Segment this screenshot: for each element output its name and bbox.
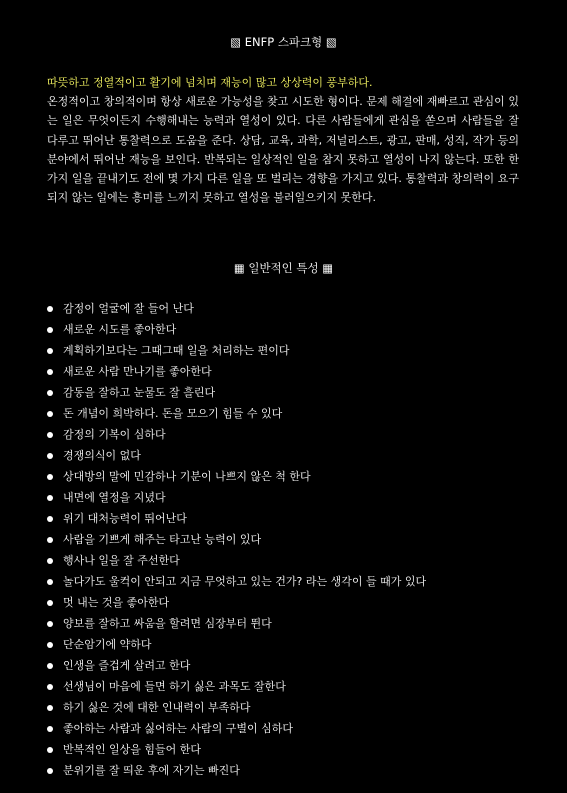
list-item (47, 760, 527, 781)
list-item (47, 571, 527, 592)
trait-text: 내면에 열정을 지녔다 (63, 491, 166, 504)
trait-text: 새로운 사람 만나기를 좋아한다 (63, 365, 212, 378)
bullet-icon (47, 390, 53, 396)
bullet-icon (47, 579, 53, 585)
trait-text: 위기 대처능력이 뛰어난다 (63, 512, 187, 525)
list-item (47, 403, 527, 424)
list-item (47, 487, 527, 508)
list-item (47, 655, 527, 676)
list-item (47, 298, 527, 319)
bullet-icon (47, 411, 53, 417)
section-title: ▦ 일반적인 특성 ▦ (233, 261, 334, 275)
trait-text: 상대방의 말에 민감하나 기분이 나쁘지 않은 척 한다 (63, 470, 311, 483)
list-item (47, 592, 527, 613)
list-item (47, 676, 527, 697)
trait-text: 감동을 잘하고 눈물도 잘 흘린다 (63, 386, 216, 399)
bullet-icon (47, 621, 53, 627)
list-item (47, 718, 527, 739)
trait-text: 분위기를 잘 띄운 후에 자기는 빠진다 (63, 764, 240, 777)
trait-text: 돈 개념이 희박하다. 돈을 모으기 힘들 수 있다 (63, 407, 283, 420)
list-item (47, 634, 527, 655)
bullet-icon (47, 726, 53, 732)
bullet-icon (47, 537, 53, 543)
trait-text: 멋 내는 것을 좋아한다 (63, 596, 170, 609)
trait-text: 인생을 즐겁게 살려고 한다 (63, 659, 191, 672)
bullet-icon (47, 747, 53, 753)
trait-text: 양보를 잘하고 싸움을 할려면 심장부터 뛴다 (63, 617, 272, 630)
bullet-icon (47, 705, 53, 711)
bullet-icon (47, 327, 53, 333)
list-item (47, 445, 527, 466)
bullet-icon (47, 432, 53, 438)
list-item (47, 466, 527, 487)
list-item (47, 424, 527, 445)
bullet-icon (47, 663, 53, 669)
bullet-icon (47, 306, 53, 312)
bullet-icon (47, 369, 53, 375)
trait-text: 놀다가도 울컥이 안되고 지금 무엇하고 있는 건가? 라는 생각이 들 때가 있다 (63, 575, 427, 588)
list-item (47, 697, 527, 718)
list-item (47, 382, 527, 403)
trait-text: 경쟁의식이 없다 (63, 449, 141, 462)
trait-text: 단순암기에 약하다 (63, 638, 152, 651)
trait-text: 새로운 시도를 좋아한다 (63, 323, 177, 336)
bullet-icon (47, 495, 53, 501)
trait-text: 계획하기보다는 그때그때 일을 처리하는 편이다 (63, 344, 290, 357)
list-item (47, 739, 527, 760)
list-item (47, 529, 527, 550)
page-title: ▧ ENFP 스파크형 ▧ (230, 35, 337, 49)
trait-text: 감정의 기복이 심하다 (63, 428, 166, 441)
list-item (47, 508, 527, 529)
bullet-icon (47, 768, 53, 774)
list-item (47, 319, 527, 340)
trait-text: 좋아하는 사람과 싫어하는 사람의 구별이 심하다 (63, 722, 294, 735)
intro-section (47, 73, 519, 207)
list-item (47, 613, 527, 634)
bullet-icon (47, 348, 53, 354)
bullet-icon (47, 642, 53, 648)
trait-text: 감정이 얼굴에 잘 들어 난다 (63, 302, 194, 315)
list-item (47, 361, 527, 382)
bullet-icon (47, 558, 53, 564)
trait-text: 반복적인 일상을 힘들어 한다 (63, 743, 202, 756)
list-item (47, 550, 527, 571)
bullet-icon (47, 474, 53, 480)
trait-text: 행사나 일을 잘 주선한다 (63, 554, 180, 567)
traits-list (47, 298, 527, 781)
list-item (47, 340, 527, 361)
headline: 따뜻하고 정열적이고 활기에 넘치며 재능이 많고 상상력이 풍부하다. (47, 76, 373, 89)
trait-text: 선생님이 마음에 들면 하기 싫은 과목도 잘한다 (63, 680, 286, 693)
description: 온정적이고 창의적이며 항상 새로운 가능성을 찾고 시도한 형이다. 문제 해결에 재빠르고 관심이 있는 일은 무엇이든지 수행해내는 능력과 열성이 있다. 다른 사람들에게 관심을 쏟으며 사람들을 잘 다루고 뛰어난 통찰력으로 도움을 준다. 상담, 교육, 과학, 저널리스트, 광고, 판매, 성직, 작가 등의 분야에서 뛰어난 재능을 보인다. 반복되는 일상적인 일을 참지 못하고 열성이 나지 않는다. 또한 한가지 일을 끝내기도 전에 몇 가지 다른 일을 또 벌리는 경향을 가지고 있다. 통찰력과 창의력이 요구되지 않는 일에는 흥미를 느끼지 못하고 열성을 불러일으키지 못한다. (47, 95, 519, 205)
bullet-icon (47, 684, 53, 690)
trait-text: 사람을 기쁘게 해주는 타고난 능력이 있다 (63, 533, 262, 546)
trait-text: 하기 싫은 것에 대한 인내력이 부족하다 (63, 701, 251, 714)
bullet-icon (47, 516, 53, 522)
bullet-icon (47, 453, 53, 459)
bullet-icon (47, 600, 53, 606)
